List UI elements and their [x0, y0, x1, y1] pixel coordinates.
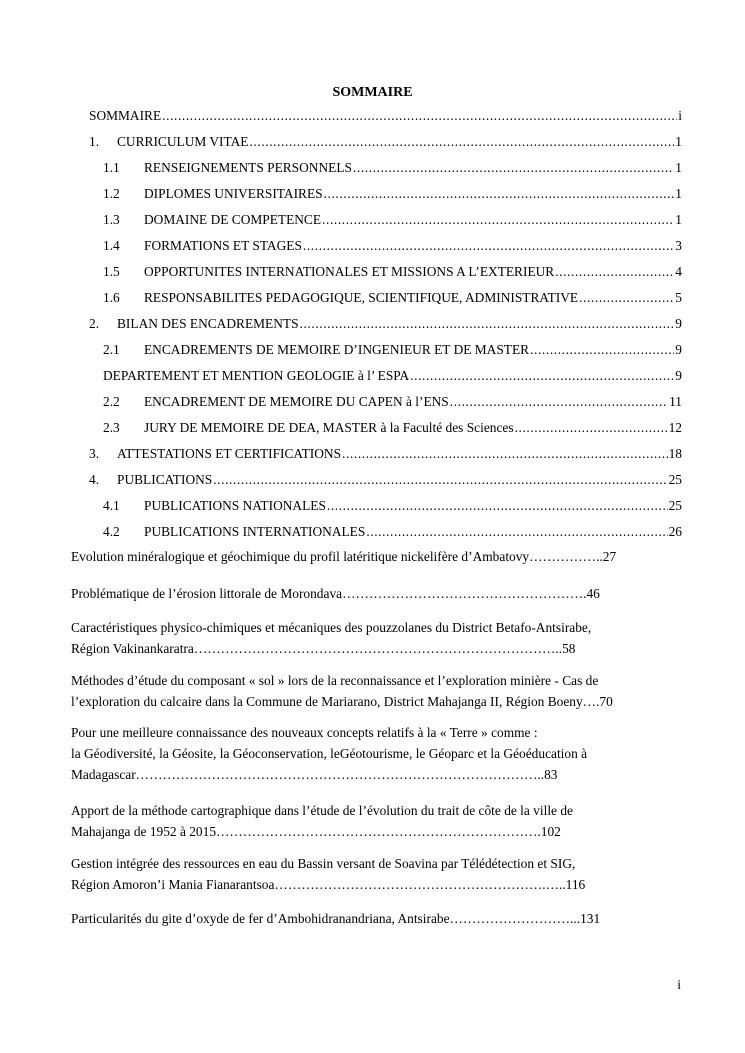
toc-entry-page: i — [678, 108, 682, 123]
publication-line: Problématique de l’érosion littorale de Morondava……………………………………………….46 — [71, 586, 600, 601]
publication-line: Méthodes d’étude du composant « sol » lors de la reconnaissance et l’exploration minière - Cas de — [71, 673, 599, 688]
toc-entry-number: 1.2 — [103, 186, 120, 201]
toc-entry-encadrements-ingenieur[interactable] — [103, 340, 682, 360]
publication-line: Particularités du gite d’oxyde de fer d’Ambohidranandriana, Antsirabe………………………...131 — [71, 911, 601, 926]
toc-leader-dots — [303, 236, 674, 256]
toc-entry-curriculum-vitae[interactable] — [89, 132, 682, 152]
toc-entry-number: 1.4 — [103, 238, 120, 253]
toc-entry-page: 9 — [675, 368, 682, 383]
toc-entry-label: SOMMAIRE — [89, 108, 162, 123]
toc-entry-opportunites[interactable] — [103, 262, 682, 282]
toc-entry-number: 4. — [89, 472, 100, 487]
toc-entry-domaine[interactable] — [103, 210, 682, 230]
toc-entry-page: 5 — [675, 290, 682, 305]
toc-entry-number: 3. — [89, 446, 100, 461]
toc-entry-departement-geologie[interactable] — [103, 366, 682, 386]
toc-leader-dots — [300, 314, 675, 334]
publication-line: Apport de la méthode cartographique dans l’étude de l’évolution du trait de côte de la ville de — [71, 803, 573, 818]
publication-line: Evolution minéralogique et géochimique du profil latéritique nickelifère d’Ambatovy……………..27 — [71, 549, 617, 564]
page-title: SOMMAIRE — [332, 85, 413, 100]
toc-entry-capen[interactable] — [103, 392, 682, 412]
toc-entry-label: PUBLICATIONS NATIONALES — [144, 498, 326, 513]
toc-entry-label: RENSEIGNEMENTS PERSONNELS — [144, 160, 352, 175]
publication-line: Région Vakinankaratra………………………………………………………………………..58 — [71, 641, 576, 656]
toc-entry-page: 1 — [675, 134, 682, 149]
toc-entry-page: 26 — [668, 524, 682, 539]
toc-entry-number: 2. — [89, 316, 100, 331]
toc-leader-dots — [249, 132, 674, 152]
toc-entry-bilan[interactable] — [89, 314, 682, 334]
toc-entry-number: 1. — [89, 134, 100, 149]
toc-entry-label: DIPLOMES UNIVERSITAIRES — [144, 186, 323, 201]
toc-entry-diplomes[interactable] — [103, 184, 682, 204]
toc-entry-label: RESPONSABILITES PEDAGOGIQUE, SCIENTIFIQUE, ADMINISTRATIVE — [144, 290, 579, 305]
toc-entry-page: 12 — [668, 420, 682, 435]
publication-line: Madagascar………………………………………………………………………………..83 — [71, 767, 558, 782]
toc-entry-page: 9 — [675, 316, 682, 331]
toc-entry-page: 25 — [668, 472, 682, 487]
toc-entry-attestations[interactable] — [89, 444, 682, 464]
toc-entry-label: DOMAINE DE COMPETENCE — [144, 212, 322, 227]
publication-line: Gestion intégrée des ressources en eau du Bassin versant de Soavina par Télédétection et SIG, — [71, 856, 576, 871]
toc-entry-label: DEPARTEMENT ET MENTION GEOLOGIE à l’ ESPA — [103, 368, 410, 383]
toc-leader-dots — [342, 444, 668, 464]
publication-entry[interactable] — [71, 583, 691, 604]
toc-entry-label: OPPORTUNITES INTERNATIONALES ET MISSIONS A L’EXTERIEUR — [144, 264, 555, 279]
toc-entry-publications-nationales[interactable] — [103, 496, 682, 516]
toc-leader-dots — [515, 418, 668, 438]
toc-entry-number: 4.1 — [103, 498, 120, 513]
toc-leader-dots — [555, 262, 674, 282]
publication-entry[interactable] — [71, 853, 691, 895]
toc-leader-dots — [450, 392, 668, 412]
toc-entry-page: 1 — [675, 212, 682, 227]
toc-leader-dots — [213, 470, 667, 490]
publication-entry[interactable] — [71, 670, 691, 712]
toc-entry-page: 4 — [675, 264, 682, 279]
toc-entry-page: 25 — [668, 498, 682, 513]
toc-entry-number: 1.5 — [103, 264, 120, 279]
toc-entry-label: CURRICULUM VITAE — [117, 134, 249, 149]
toc-leader-dots — [322, 210, 674, 230]
toc-entry-page: 3 — [675, 238, 682, 253]
toc-entry-label: BILAN DES ENCADREMENTS — [117, 316, 299, 331]
toc-entry-page: 1 — [675, 186, 682, 201]
toc-entry-label: ENCADREMENTS DE MEMOIRE D’INGENIEUR ET DE MASTER — [144, 342, 530, 357]
toc-entry-number: 2.1 — [103, 342, 120, 357]
publication-line: Mahajanga de 1952 à 2015……………………………………………………………….102 — [71, 824, 561, 839]
toc-entry-label: ATTESTATIONS ET CERTIFICATIONS — [117, 446, 342, 461]
publication-entry[interactable] — [71, 617, 691, 659]
toc-entry-number: 1.3 — [103, 212, 120, 227]
publication-entry[interactable] — [71, 908, 691, 929]
publication-line: Pour une meilleure connaissance des nouveaux concepts relatifs à la « Terre » comme : — [71, 725, 538, 740]
publication-line: l’exploration du calcaire dans la Commune de Mariarano, District Mahajanga II, Région Boeny….70 — [71, 694, 613, 709]
toc-leader-dots — [366, 522, 667, 542]
toc-entry-publications[interactable] — [89, 470, 682, 490]
toc-entry-number: 1.1 — [103, 160, 120, 175]
toc-entry-label: PUBLICATIONS INTERNATIONALES — [144, 524, 366, 539]
publication-entry[interactable] — [71, 722, 691, 785]
publication-entry[interactable] — [71, 800, 691, 842]
toc-entry-page: 11 — [669, 394, 682, 409]
toc-entry-number: 2.3 — [103, 420, 120, 435]
toc-entry-renseignements[interactable] — [103, 158, 682, 178]
toc-entry-sommaire[interactable] — [89, 106, 682, 126]
toc-entry-publications-internationales[interactable] — [103, 522, 682, 542]
toc-leader-dots — [353, 158, 674, 178]
toc-leader-dots — [162, 106, 677, 126]
publication-line: Région Amoron’i Mania Fianarantsoa…………………………………………………….…..116 — [71, 877, 586, 892]
toc-leader-dots — [327, 496, 668, 516]
toc-leader-dots — [410, 366, 674, 386]
toc-entry-number: 4.2 — [103, 524, 120, 539]
toc-entry-label: ENCADREMENT DE MEMOIRE DU CAPEN à l’ENS — [144, 394, 449, 409]
toc-entry-label: JURY DE MEMOIRE DE DEA, MASTER à la Faculté des Sciences — [144, 420, 514, 435]
toc-leader-dots — [530, 340, 674, 360]
page-number: i — [677, 977, 681, 992]
toc-leader-dots — [579, 288, 674, 308]
toc-leader-dots — [324, 184, 675, 204]
toc-entry-label: PUBLICATIONS — [117, 472, 213, 487]
toc-entry-responsabilites[interactable] — [103, 288, 682, 308]
toc-entry-label: FORMATIONS ET STAGES — [144, 238, 302, 253]
toc-entry-page: 9 — [675, 342, 682, 357]
publication-line: Caractéristiques physico-chimiques et mécaniques des pouzzolanes du District Betafo-Antsirabe, — [71, 620, 592, 635]
toc-entry-page: 18 — [668, 446, 682, 461]
publication-line: la Géodiversité, la Géosite, la Géoconservation, leGéotourisme, le Géoparc et la Géoéducation à — [71, 746, 588, 761]
toc-entry-formations[interactable] — [103, 236, 682, 256]
toc-entry-jury[interactable] — [103, 418, 682, 438]
toc-entry-number: 1.6 — [103, 290, 120, 305]
publication-entry[interactable] — [71, 546, 691, 567]
toc-entry-page: 1 — [675, 160, 682, 175]
toc-entry-number: 2.2 — [103, 394, 120, 409]
